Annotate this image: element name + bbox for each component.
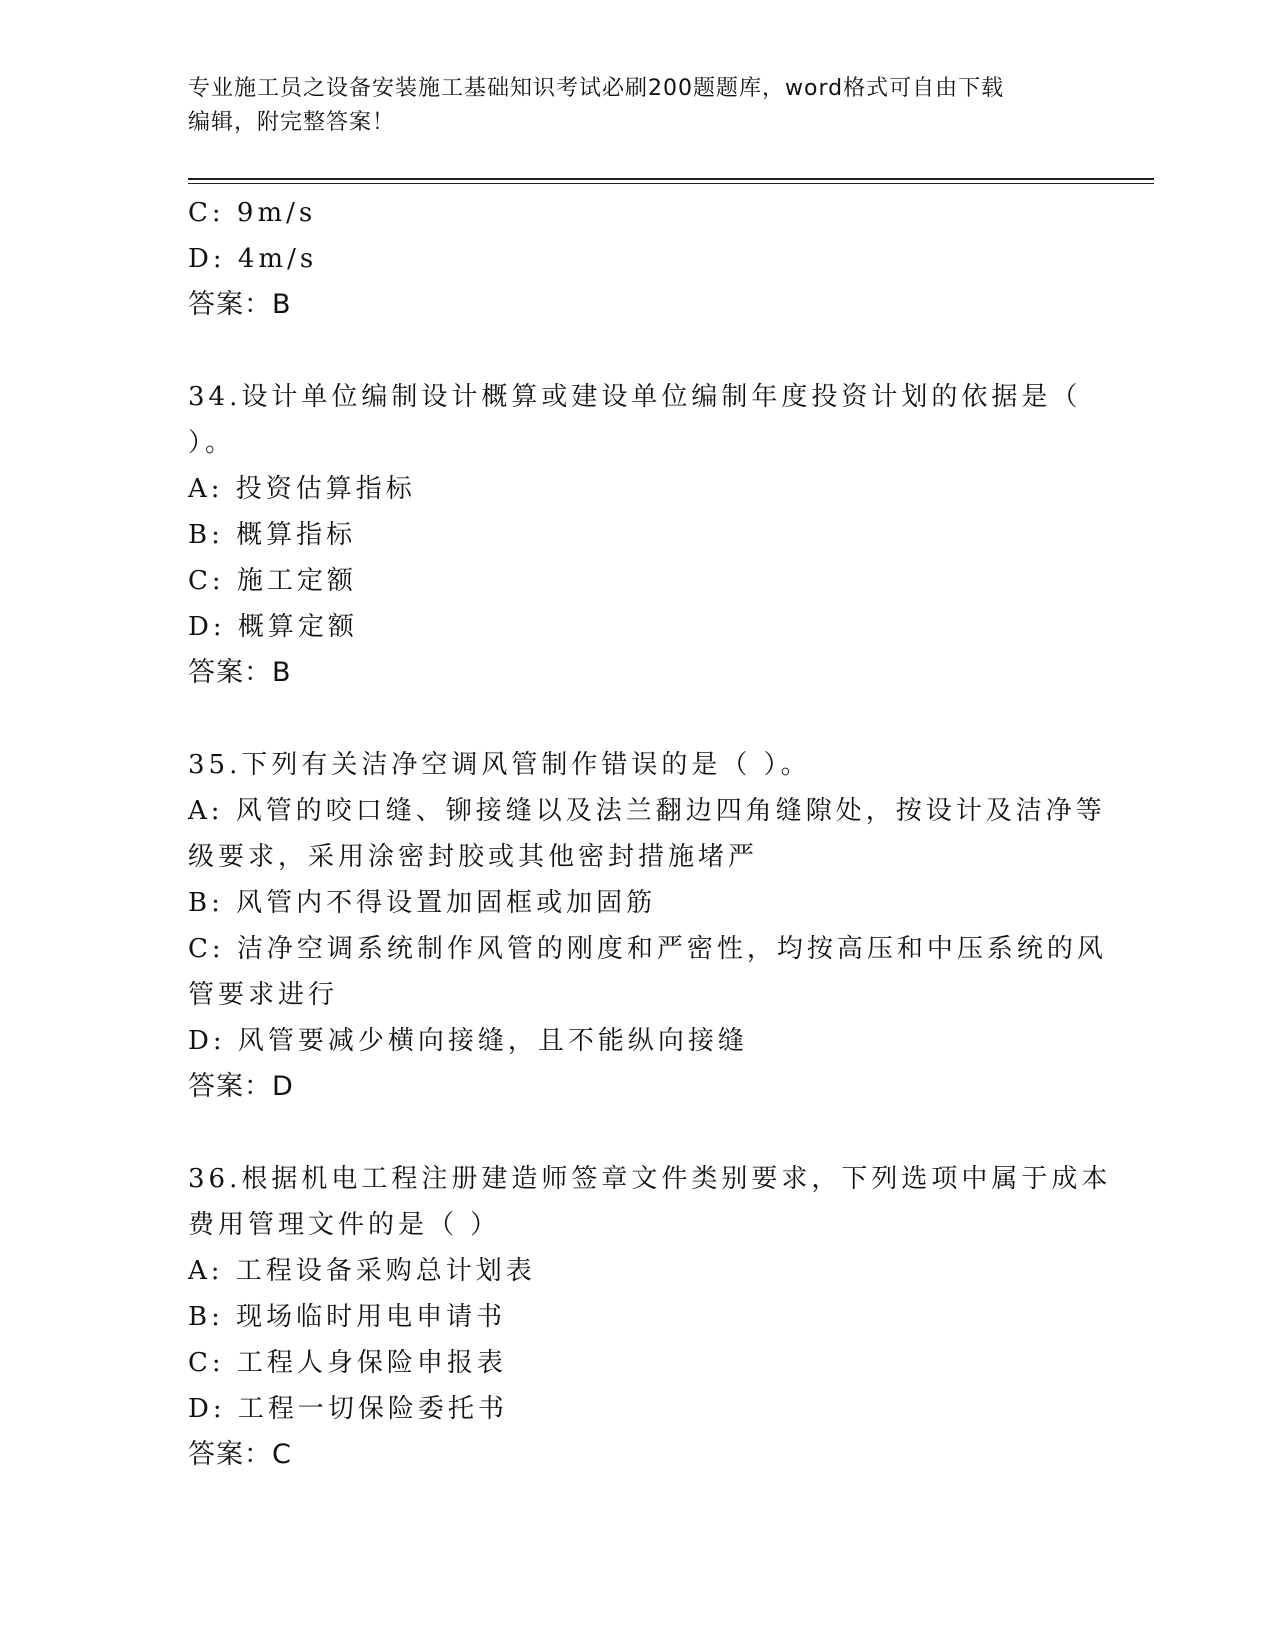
question-stem: 36.根据机电工程注册建造师签章文件类别要求，下列选项中属于成本 [188,1164,1112,1194]
question-stem-continued: ）。 [188,428,236,458]
document-header [188,72,1088,140]
header-title-line-1: 专业施工员之设备安装施工基础知识考试必刷200题题库，word格式可自由下载 [188,76,1005,101]
question-fragment [188,190,1088,328]
question-36 [188,1156,1112,1478]
spacer [188,696,1088,742]
option-c: C: 施工定额 [188,566,357,596]
option-b: B: 概算指标 [188,520,357,550]
answer: 答案：B [188,657,292,688]
answer: 答案：C [188,1439,292,1470]
answer: 答案：B [188,289,292,320]
option-a-continued: 级要求，采用涂密封胶或其他密封措施堵严 [188,842,759,872]
question-list [188,190,1112,1478]
answer: 答案：D [188,1071,294,1102]
spacer [188,328,1088,374]
spacer [188,1110,1088,1156]
option-c: C: 9m/s [188,198,317,228]
question-34 [188,374,1088,696]
header-divider-thick [188,178,1154,180]
option-d: D: 4m/s [188,244,318,274]
question-stem: 35.下列有关洁净空调风管制作错误的是（ ）。 [188,750,811,780]
option-a: A: 投资估算指标 [188,474,416,504]
header-title-line-2: 编辑，附完整答案！ [188,110,396,135]
option-c: C: 洁净空调系统制作风管的刚度和严密性，均按高压和中压系统的风 [188,934,1107,964]
option-d: D: 概算定额 [188,612,358,642]
question-stem-continued: 费用管理文件的是（ ） [188,1210,501,1240]
option-d: D: 工程一切保险委托书 [188,1394,508,1424]
question-stem: 34.设计单位编制设计概算或建设单位编制年度投资计划的依据是（ [188,382,1082,412]
option-a: A: 工程设备采购总计划表 [188,1256,536,1286]
option-c-continued: 管要求进行 [188,980,339,1010]
option-d: D: 风管要减少横向接缝，且不能纵向接缝 [188,1026,748,1056]
header-divider-thin [188,183,1154,184]
question-35 [188,742,1107,1110]
option-a: A: 风管的咬口缝、铆接缝以及法兰翻边四角缝隙处，按设计及洁净等 [188,796,1106,826]
option-b: B: 现场临时用电申请书 [188,1302,507,1332]
option-b: B: 风管内不得设置加固框或加固筋 [188,888,657,918]
option-c: C: 工程人身保险申报表 [188,1348,507,1378]
